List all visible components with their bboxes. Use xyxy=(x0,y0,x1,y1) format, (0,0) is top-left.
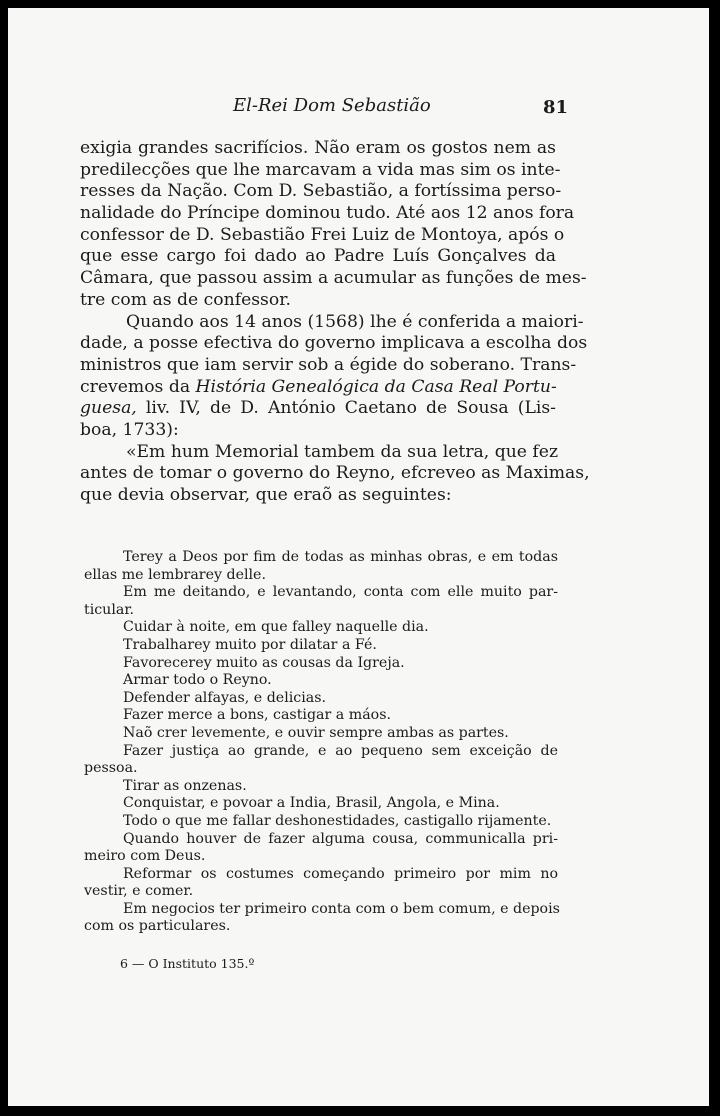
memorial-line: ticular. xyxy=(84,601,135,618)
body-line: tre com as de confessor. xyxy=(80,289,292,310)
body-line: antes de tomar o governo do Reyno, efcreveo as Maximas, xyxy=(80,463,590,484)
body-line: dade, a posse efectiva do governo implicava a escolha dos xyxy=(80,333,588,354)
memorial-line: Quando houver de fazer alguma cousa, communicalla pri- xyxy=(123,830,558,847)
body-line: ministros que iam servir sob a égide do soberano. Trans- xyxy=(80,354,577,375)
body-line xyxy=(80,377,556,399)
body-line: resses da Nação. Com D. Sebastião, a fortíssima perso- xyxy=(80,181,562,202)
memorial-line: meiro com Deus. xyxy=(84,848,206,865)
body-line xyxy=(80,398,556,420)
memorial-line: Tirar as onzenas. xyxy=(123,777,247,794)
memorial-line: Conquistar, e povoar a India, Brasil, Angola, e Mina. xyxy=(123,795,500,812)
memorial-quote xyxy=(84,549,558,936)
body-line: que devia observar, que eraõ as seguintes: xyxy=(80,485,452,505)
memorial-line: Armar todo o Reyno. xyxy=(123,672,272,689)
memorial-line: com os particulares. xyxy=(84,918,231,935)
body-line-text: liv. IV, de D. António Caetano de Sousa (Lis- xyxy=(136,398,556,419)
body-line: «Em hum Memorial tambem da sua letra, que fez xyxy=(126,441,559,462)
body-line: Quando aos 14 anos (1568) lhe é conferida a maiori- xyxy=(126,311,584,332)
body-line-text: crevemos da xyxy=(80,376,196,397)
memorial-line: Reformar os costumes começando primeiro por mim no xyxy=(123,865,558,882)
memorial-line: Cuidar à noite, em que falley naquelle dia. xyxy=(123,619,429,636)
memorial-line: Naõ crer levemente, e ouvir sempre ambas as partes. xyxy=(123,724,509,741)
body-line: nalidade do Príncipe dominou tudo. Até aos 12 anos fora xyxy=(80,203,575,224)
memorial-line: Trabalharey muito por dilatar a Fé. xyxy=(123,636,377,653)
signature-mark: 6 — O Instituto 135.º xyxy=(120,956,255,971)
memorial-line: Favorecerey muito as cousas da Igreja. xyxy=(123,654,405,671)
body-line: exigia grandes sacrifícios. Não eram os gostos nem as xyxy=(80,138,556,158)
book-title: guesa, xyxy=(80,398,137,419)
running-header-title: El-Rei Dom Sebastião xyxy=(233,95,431,116)
body-line: predilecções que lhe marcavam a vida mas sim os inte- xyxy=(80,159,561,180)
memorial-line: Em negocios ter primeiro conta com o bem comum, e depois xyxy=(123,900,560,917)
memorial-line: vestir, e comer. xyxy=(84,883,194,900)
body-line: que esse cargo foi dado ao Padre Luís Gonçalves da xyxy=(80,246,556,267)
memorial-line: ellas me lembrarey delle. xyxy=(84,566,266,583)
body-line: confessor de D. Sebastião Frei Luiz de Montoya, após o xyxy=(80,224,565,245)
page-number: 81 xyxy=(543,97,569,118)
memorial-line: Fazer justiça ao grande, e ao pequeno sem exceição de xyxy=(123,742,558,759)
book-page xyxy=(8,8,709,1106)
memorial-line: Fazer merce a bons, castigar a máos. xyxy=(123,707,391,724)
memorial-line: Defender alfayas, e delicias. xyxy=(123,689,326,706)
book-title: História Genealógica da Casa Real Portu- xyxy=(195,376,557,397)
body-text xyxy=(80,138,590,507)
body-line: Câmara, que passou assim a acumular as funções de mes- xyxy=(80,268,587,289)
memorial-line: Em me deitando, e levantando, conta com elle muito par- xyxy=(123,584,558,601)
memorial-line: Todo o que me fallar deshonestidades, castigallo rijamente. xyxy=(123,812,552,829)
body-line: boa, 1733): xyxy=(80,419,179,440)
memorial-line: pessoa. xyxy=(84,760,138,777)
memorial-line: Terey a Deos por fim de todas as minhas obras, e em todas xyxy=(123,549,558,565)
